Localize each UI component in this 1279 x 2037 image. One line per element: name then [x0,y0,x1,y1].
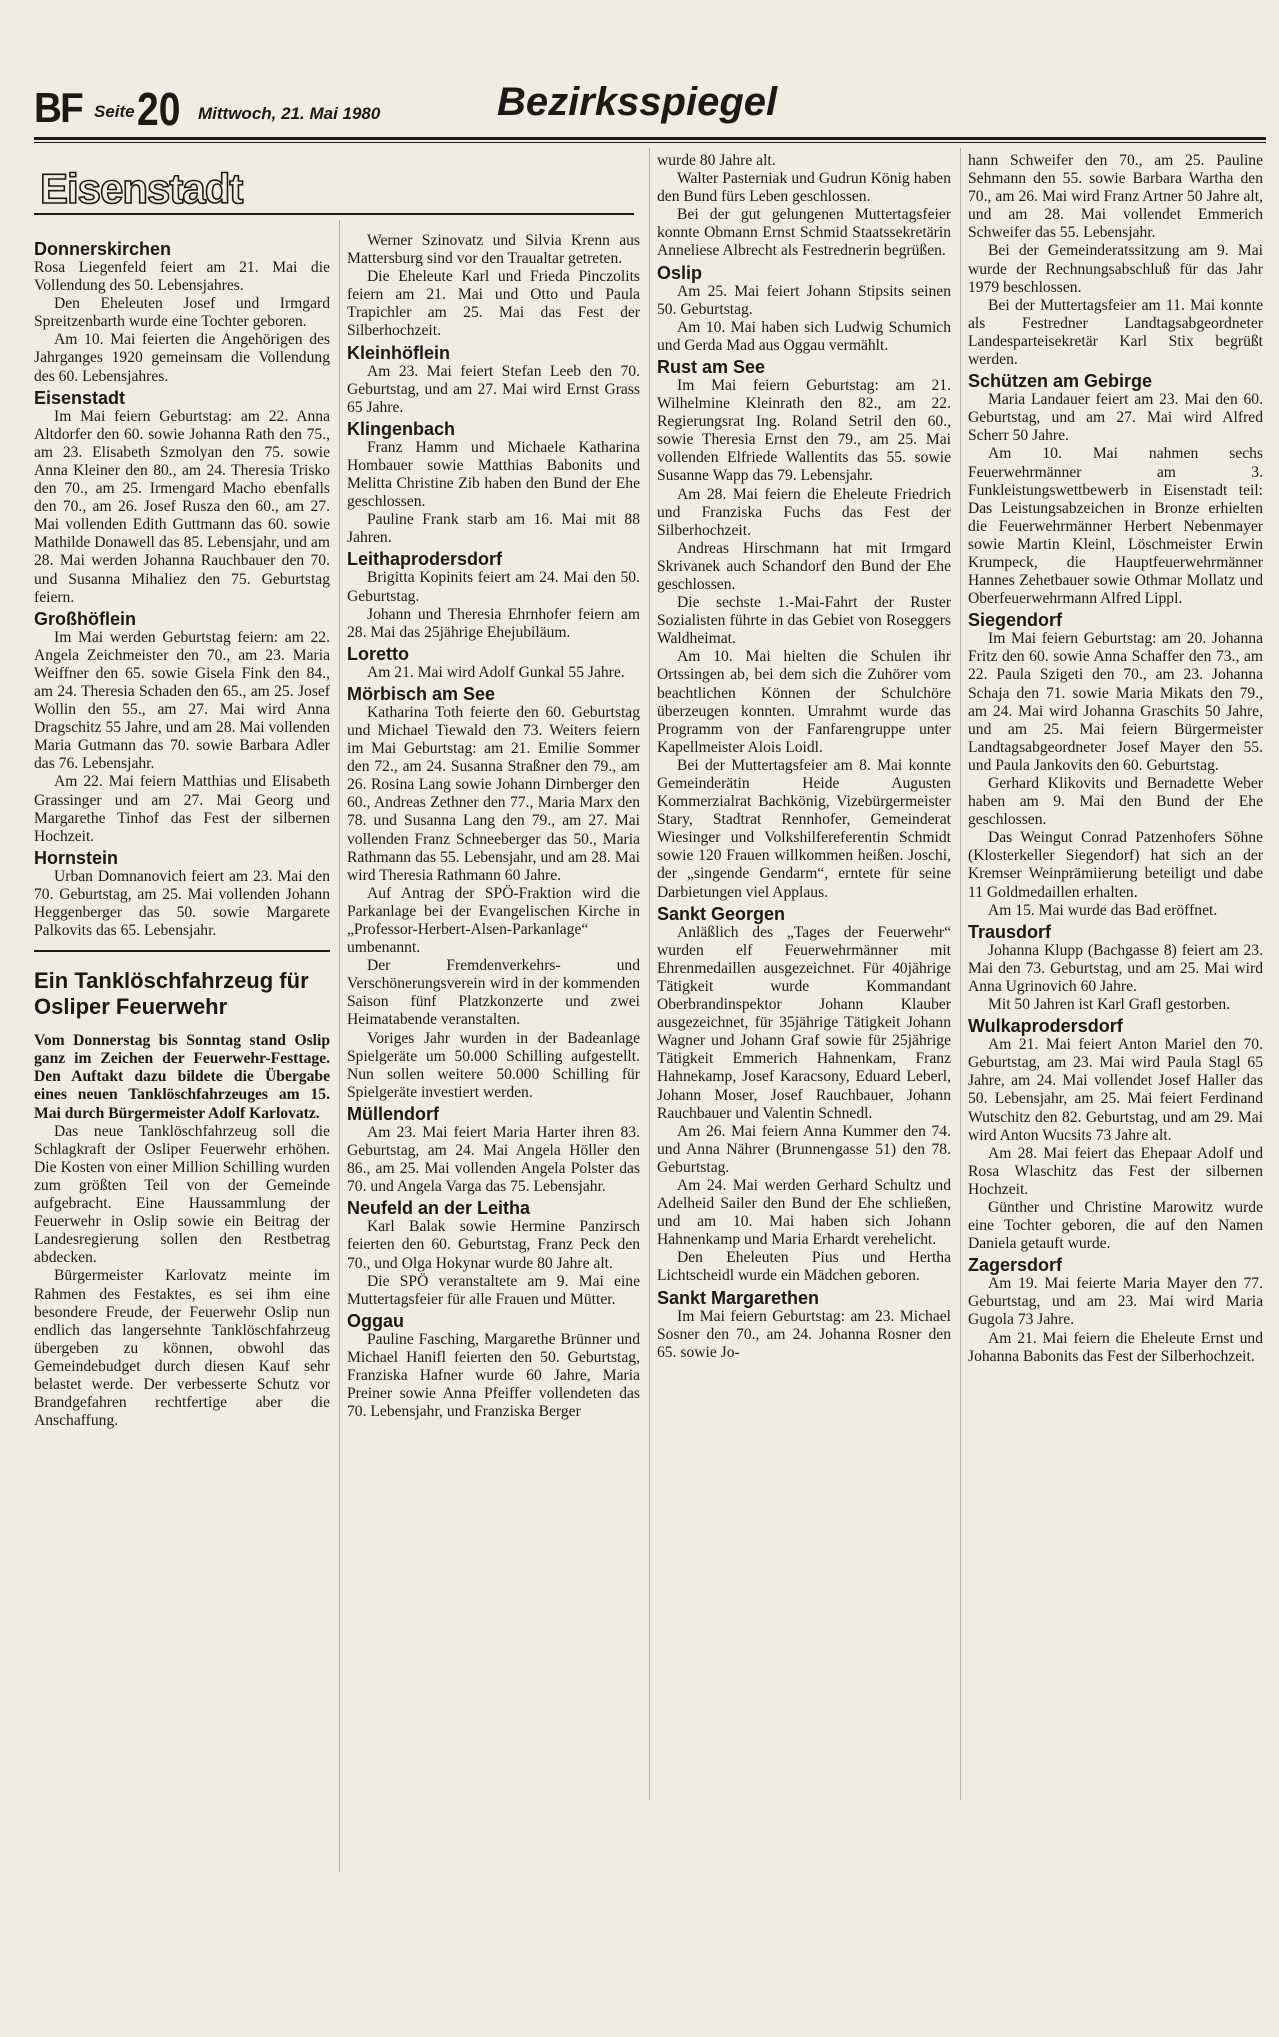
paragraph: Der Fremdenverkehrs- und Verschönerungsverein wird in der kommenden Saison fünf Platzkonzerte und zwei Heimatabende veranstalten. [347,957,640,1029]
paragraph: Das neue Tanklöschfahrzeug soll die Schlagkraft der Osliper Feuerwehr erhöhen. Die Kosten von einer Million Schilling wurden zum größten Teil von der Gemeinde aufgebracht. Eine Haussammlung der Feuerwehr in Oslip sowie ein Beitrag der Landesregierung sollen den Restbetrag abdecken. [34,1122,330,1267]
place-heading: Hornstein [34,847,119,868]
place-heading: Oslip [657,262,703,283]
paragraph: Johanna Klupp (Bachgasse 8) feiert am 23. Mai den 73. Geburtstag, und am 25. Mai wird Anna Ugrinovich 60 Jahre. [968,941,1263,995]
paragraph: Im Mai feiern Geburtstag: am 23. Michael Sosner den 70., am 24. Johanna Rosner den 65. sowie Jo- [657,1307,951,1361]
masthead-rule-thin [34,142,1266,143]
column-divider [649,148,650,1800]
paragraph: Die sechste 1.-Mai-Fahrt der Ruster Sozialisten führte in das Gebiet von Roseggers Waldheimat. [657,594,951,648]
paragraph: Anläßlich des „Tages der Feuerwehr“ wurden elf Feuerwehrmänner mit Ehrenmedaillen ausgezeichnet. Für 40jährige Tätigkeit wurde Kommandant Oberbrandinspektor Johann Klauber ausgezeichnet, für 35jährige Tätigkeit Johann Wagner und Johann Graf sowie für 25jährige Tätigkeit Emmerich Hahnenkam, Franz Hahnekamp, Josef Karacsony, Eduard Leberl, Johann Moser, Josef Rauchbauer, Johann Rauchbauer und Valentin Schnedl. [657,923,951,1122]
paragraph: Das Weingut Conrad Patzenhofers Söhne (Klosterkeller Siegendorf) hat sich an der Kremser Weinprämiierung beteiligt und dabe 11 Goldmedaillen erhalten. [968,829,1263,901]
paragraph: Günther und Christine Marowitz wurde eine Tochter geboren, die auf den Namen Daniela getauft wurde. [968,1198,1263,1253]
paragraph: Walter Pasterniak und Gudrun König haben den Bund fürs Leben geschlossen. [657,170,951,206]
page-label: Seite [94,102,135,121]
paragraph: Am 23. Mai feiert Maria Harter ihren 83. Geburtstag, am 24. Mai Angela Höller den 86., am 25. Mai vollenden Angela Polster das 70. und Angela Varga das 75. Lebensjahr. [347,1123,640,1196]
masthead-rule [34,137,1266,140]
place-heading: Neufeld an der Leitha [347,1198,531,1219]
paragraph: Brigitta Kopinits feiert am 24. Mai den 50. Geburtstag. [347,569,640,605]
paragraph: Im Mai werden Geburtstag feiern: am 22. Angela Zeichmeister den 70., am 23. Maria Weiffner den 65. sowie Gisela Fink den 84., am 24. Theresia Schaden den 65., am 25. Josef Wollin den 55., am 27. Mai wird Anna Dragschitz 55 Jahre, und am 28. Mai vollenden Maria Gutmann das 70. sowie Barbara Adler das 76. Lebensjahr. [34,628,330,773]
paragraph: Pauline Fasching, Margarethe Brünner und Michael Hanifl feierten den 50. Geburtstag, Franziska Hafner wurde 60 Jahre, Maria Preiner sowie Anna Pfeiffer vollendeten das 70. Lebensjahr, und Franziska Berger [347,1330,640,1421]
masthead [34,80,1264,138]
article-lead: Vom Donnerstag bis Sonntag stand Oslip ganz im Zeichen der Feuerwehr-Festtage. Den Auftakt dazu bildete die Übergabe eines neuen Tanklöschfahrzeuges am 15. Mai durch Bürgermeister Adolf Karlovatz. [34,1032,330,1122]
paragraph: Franz Hamm und Michaele Katharina Hombauer sowie Matthias Babonits und Melitta Christine Zib haben den Bund der Ehe geschlossen. [347,438,640,511]
paragraph: Am 10. Mai hielten die Schulen ihr Ortssingen ab, bei dem sich die Zuhörer vom beachtlichen Können der Schulchöre überzeugen konnten. Umrahmt wurde das Programm von der Fanfarengruppe unter Kapellmeister Alois Loidl. [657,648,951,756]
paragraph: wurde 80 Jahre alt. [657,152,776,169]
paragraph: Urban Domnanovich feiert am 23. Mai den 70. Geburtstag, am 25. Mai vollenden Johann Heggenberger das 50. sowie Margarete Palkovits das 65. Lebensjahr. [34,867,330,940]
column-4 [968,152,1263,1952]
district-title-rule [34,213,634,215]
place-heading: Klingenbach [347,418,456,439]
issue-date: Mittwoch, 21. Mai 1980 [198,104,381,123]
place-heading: Müllendorf [347,1103,439,1124]
page-number: 20 [137,83,181,135]
paragraph: Bei der gut gelungenen Muttertagsfeier konnte Obmann Ernst Schmid Staatssekretärin Anneliese Albrecht als Festrednerin begrüßen. [657,206,951,260]
paragraph: Am 28. Mai feiert das Ehepaar Adolf und Rosa Wlaschitz das Fest der silbernen Hochzeit. [968,1144,1263,1198]
paragraph: Bürgermeister Karlovatz meinte im Rahmen des Festaktes, es sei ihm eine besondere Freude, der Feuerwehr Oslip nun endlich das langersehnte Tanklöschfahrzeug übergeben zu können, obwohl das Gemeindebudget durch diesen Kauf sehr belastet werde. Der verbesserte Schutz vor Brandgefahren rechtfertige aber die Anschaffung. [34,1267,330,1430]
column-divider [960,148,961,1800]
paragraph: Am 21. Mai feiert Anton Mariel den 70. Geburtstag, am 23. Mai wird Paula Stagl 65 Jahre, am 24. Mai vollendet Josef Haller das 50. Lebensjahr, am 25. Mai feiert Ferdinand Wutschitz den 82. Geburtstag, und am 29. Mai wird Anton Wucsits 73 Jahre alt. [968,1036,1263,1144]
paragraph: Voriges Jahr wurden in der Badeanlage Spielgeräte um 50.000 Schilling aufgestellt. Nun sollen weitere 50.000 Schilling für Spielgeräte investiert werden. [347,1029,640,1101]
column-3 [657,152,951,1952]
place-heading: Leithaprodersdorf [347,549,503,570]
paragraph: hann Schweifer den 70., am 25. Pauline Sehmann den 55. sowie Barbara Wartha den 70., am 26. Mai wird Franz Artner 50 Jahre alt, und am 28. Mai vollendet Emmerich Schweifer das 55. Lebensjahr. [968,152,1263,242]
paragraph: Johann und Theresia Ehrnhofer feiern am 28. Mai das 25jährige Ehejubiläum. [347,605,640,641]
place-heading: Schützen am Gebirge [968,371,1153,392]
section-title: Bezirksspiegel [497,80,778,124]
paragraph: Den Eheleuten Josef und Irmgard Spreitzenbarth wurde eine Tochter geboren. [34,295,330,331]
place-heading: Mörbisch am See [347,683,496,704]
paragraph: Auf Antrag der SPÖ-Fraktion wird die Parkanlage bei der Evangelischen Kirche in „Professor-Herbert-Alsen-Parkanlage“ umbenannt. [347,884,640,957]
paragraph: Im Mai feiern Geburtstag: am 21. Wilhelmine Kleinrath den 82., am 22. Regierungsrat Ing. Roland Setril den 60., sowie Theresia Ernst den 79., am 25. Mai vollenden Elfriede Wallentits das 55. sowie Susanne Wapp das 79. Lebensjahr. [657,376,951,485]
place-heading: Wulkaprodersdorf [968,1016,1123,1037]
paragraph: Am 25. Mai feiert Johann Stipsits seinen 50. Geburtstag. [657,282,951,318]
place-heading: Sankt Georgen [657,903,786,924]
article-headline: Ein Tanklöschfahrzeug für Osliper Feuerwehr [34,968,309,1020]
paragraph: Am 28. Mai feiern die Eheleute Friedrich und Franziska Fuchs das Fest der Silberhochzeit. [657,485,951,539]
place-heading: Rust am See [657,356,766,377]
place-heading: Kleinhöflein [347,342,450,363]
paragraph: Mit 50 Jahren ist Karl Grafl gestorben. [988,996,1231,1014]
paragraph: Am 26. Mai feiern Anna Kummer den 74. und Anna Nährer (Brunnengasse 51) den 78. Geburtstag. [657,1122,951,1176]
paragraph: Bei der Gemeinderatssitzung am 9. Mai wurde der Rechnungsabschluß für das Jahr 1979 beschlossen. [968,242,1263,296]
district-title: Eisenstadt [40,165,243,212]
column-2 [347,232,640,2032]
place-heading: Loretto [347,643,409,664]
article-rule [34,950,330,952]
place-heading: Großhöflein [34,608,136,629]
paragraph: Andreas Hirschmann hat mit Irmgard Skrivanek auch Schandorf den Bund der Ehe geschlossen. [657,539,951,593]
place-heading: Siegendorf [968,610,1063,631]
place-heading: Zagersdorf [968,1255,1063,1276]
paragraph: Gerhard Klikovits und Bernadette Weber haben am 9. Mai den Bund der Ehe geschlossen. [968,775,1263,829]
paragraph: Maria Landauer feiert am 23. Mai den 60. Geburtstag, und am 27. Mai wird Alfred Scherr 50 Jahre. [968,391,1263,445]
paragraph: Die Eheleute Karl und Frieda Pinczolits feiern am 21. Mai und Otto und Paula Trapichler am 25. Mai das Fest der Silberhochzeit. [347,268,640,340]
paragraph: Am 21. Mai wird Adolf Gunkal 55 Jahre. [367,663,625,681]
paragraph: Bei der Muttertagsfeier am 11. Mai konnte als Festredner Landtagsabgeordneter Landesparteisekretär Karl Stix begrüßt werden. [968,296,1263,369]
paragraph: Die SPÖ veranstaltete am 9. Mai eine Muttertagsfeier für alle Frauen und Mütter. [347,1272,640,1308]
paragraph: Am 10. Mai feierten die Angehörigen des Jahrganges 1920 gemeinsam die Vollendung des 60. Lebensjahres. [34,331,330,385]
paragraph: Am 15. Mai wurde das Bad eröffnet. [988,901,1218,919]
paragraph: Am 22. Mai feiern Matthias und Elisabeth Grassinger und am 27. Mai Georg und Margarethe Tinhof das Fest der silbernen Hochzeit. [34,773,330,845]
column-divider [339,220,340,1872]
paragraph: Pauline Frank starb am 16. Mai mit 88 Jahren. [347,511,640,547]
paragraph: Am 10. Mai nahmen sechs Feuerwehrmänner am 3. Funkleistungswettbewerb in Eisenstadt teil: Das Leistungsabzeichen in Bronze erhielten die Feuerwehrmänner Herbert Nebenmayer sowie Martin Kleinl, Löschmeister Erwin Krumpeck, die Hauptfeuerwehrmänner Hannes Zehetbauer sowie Othmar Mollatz und Oberfeuerwehrmann Alfred Lippl. [968,445,1263,608]
paragraph: Am 21. Mai feiern die Eheleute Ernst und Johanna Babonits das Fest der Silberhochzeit. [968,1329,1263,1365]
place-heading: Eisenstadt [34,387,126,408]
paragraph: Den Eheleuten Pius und Hertha Lichtscheidl wurde ein Mädchen geboren. [657,1249,951,1285]
paragraph: Am 10. Mai haben sich Ludwig Schumich und Gerda Mad aus Oggau vermählt. [657,318,951,354]
place-heading: Donnerskirchen [34,239,172,259]
paper-logo: BF [34,84,82,131]
paragraph: Am 23. Mai feiert Stefan Leeb den 70. Geburtstag, und am 27. Mai wird Ernst Grass 65 Jahre. [347,362,640,416]
paragraph: Im Mai feiern Geburtstag: am 22. Anna Altdorfer den 60. sowie Johanna Rath den 75., am 23. Elisabeth Szmolyan den 75. sowie Anna Kleiner den 80., am 24. Theresia Trisko den 70., am 25. Irmengard Macho ebenfalls den 70., am 26. Josef Rusza den 60., am 27. Mai vollenden Edith Guttmann das 60. sowie Mathilde Donawell das 85. Lebensjahr, und am 28. Mai werden Johanna Rauchbauer den 70. und Susanna Mihaliez den 75. Geburtstag feiern. [34,407,330,606]
paragraph: Am 19. Mai feierte Maria Mayer den 77. Geburtstag, und am 23. Mai wird Maria Gugola 73 Jahre. [968,1275,1263,1329]
paragraph: Am 24. Mai werden Gerhard Schultz und Adelheid Sailer den Bund der Ehe schließen, und am 10. Mai haben sich Johann Hahnenkamp und Maria Erhardt verehelicht. [657,1176,951,1249]
place-heading: Sankt Margarethen [657,1287,820,1308]
paragraph: Bei der Muttertagsfeier am 8. Mai konnte Gemeinderätin Heide Augusten Kommerzialrat Bachkönig, Vizebürgermeister Stary, Stadtrat Rennhofer, Gemeinderat Wiesinger und Volkshilfereferentin Schmidt sowie 120 Frauen willkommen heißen. Joschi, der „singende Gendarm“, erntete für seine Darbietungen viel Applaus. [657,756,951,901]
paragraph: Rosa Liegenfeld feiert am 21. Mai die Vollendung des 50. Lebensjahres. [34,259,330,295]
paragraph: Im Mai feiern Geburtstag: am 20. Johanna Fritz den 60. sowie Anna Schaffer den 73., am 22. Paula Szigeti den 70., am 23. Johanna Schaja den 71. sowie Maria Mikats den 79., am 24. Mai wird Johanna Graschits 50 Jahre, und am 25. Mai feiern Bürgermeister Landtagsabgeordneter Josef Mayer den 55. und Paula Jankovits den 60. Geburtstag. [968,630,1263,774]
paragraph: Werner Szinovatz und Silvia Krenn aus Mattersburg sind vor den Traualtar getreten. [347,232,640,268]
column-1 [34,237,330,2037]
place-heading: Oggau [347,1310,404,1331]
place-heading: Trausdorf [968,921,1052,942]
paragraph: Karl Balak sowie Hermine Panzirsch feierten den 60. Geburtstag, Franz Peck den 70., und Olga Hokynar wurde 80 Jahre alt. [347,1218,640,1272]
paragraph: Katharina Toth feierte den 60. Geburtstag und Michael Tiewald den 73. Weiters feiern im Mai Geburtstag: am 21. Emilie Sommer den 72., am 24. Susanna Straßner den 79., am 26. Rosina Lang sowie Johann Dirnberger den 60., Andreas Zethner den 77., Maria Marx den 78. und Susanna Lang den 79., am 27. Mai vollenden Franz Schneeberger das 50., Maria Rathmann das 55. Lebensjahr, und am 28. Mai wird Theresia Rathmann 60 Jahre. [347,703,640,884]
